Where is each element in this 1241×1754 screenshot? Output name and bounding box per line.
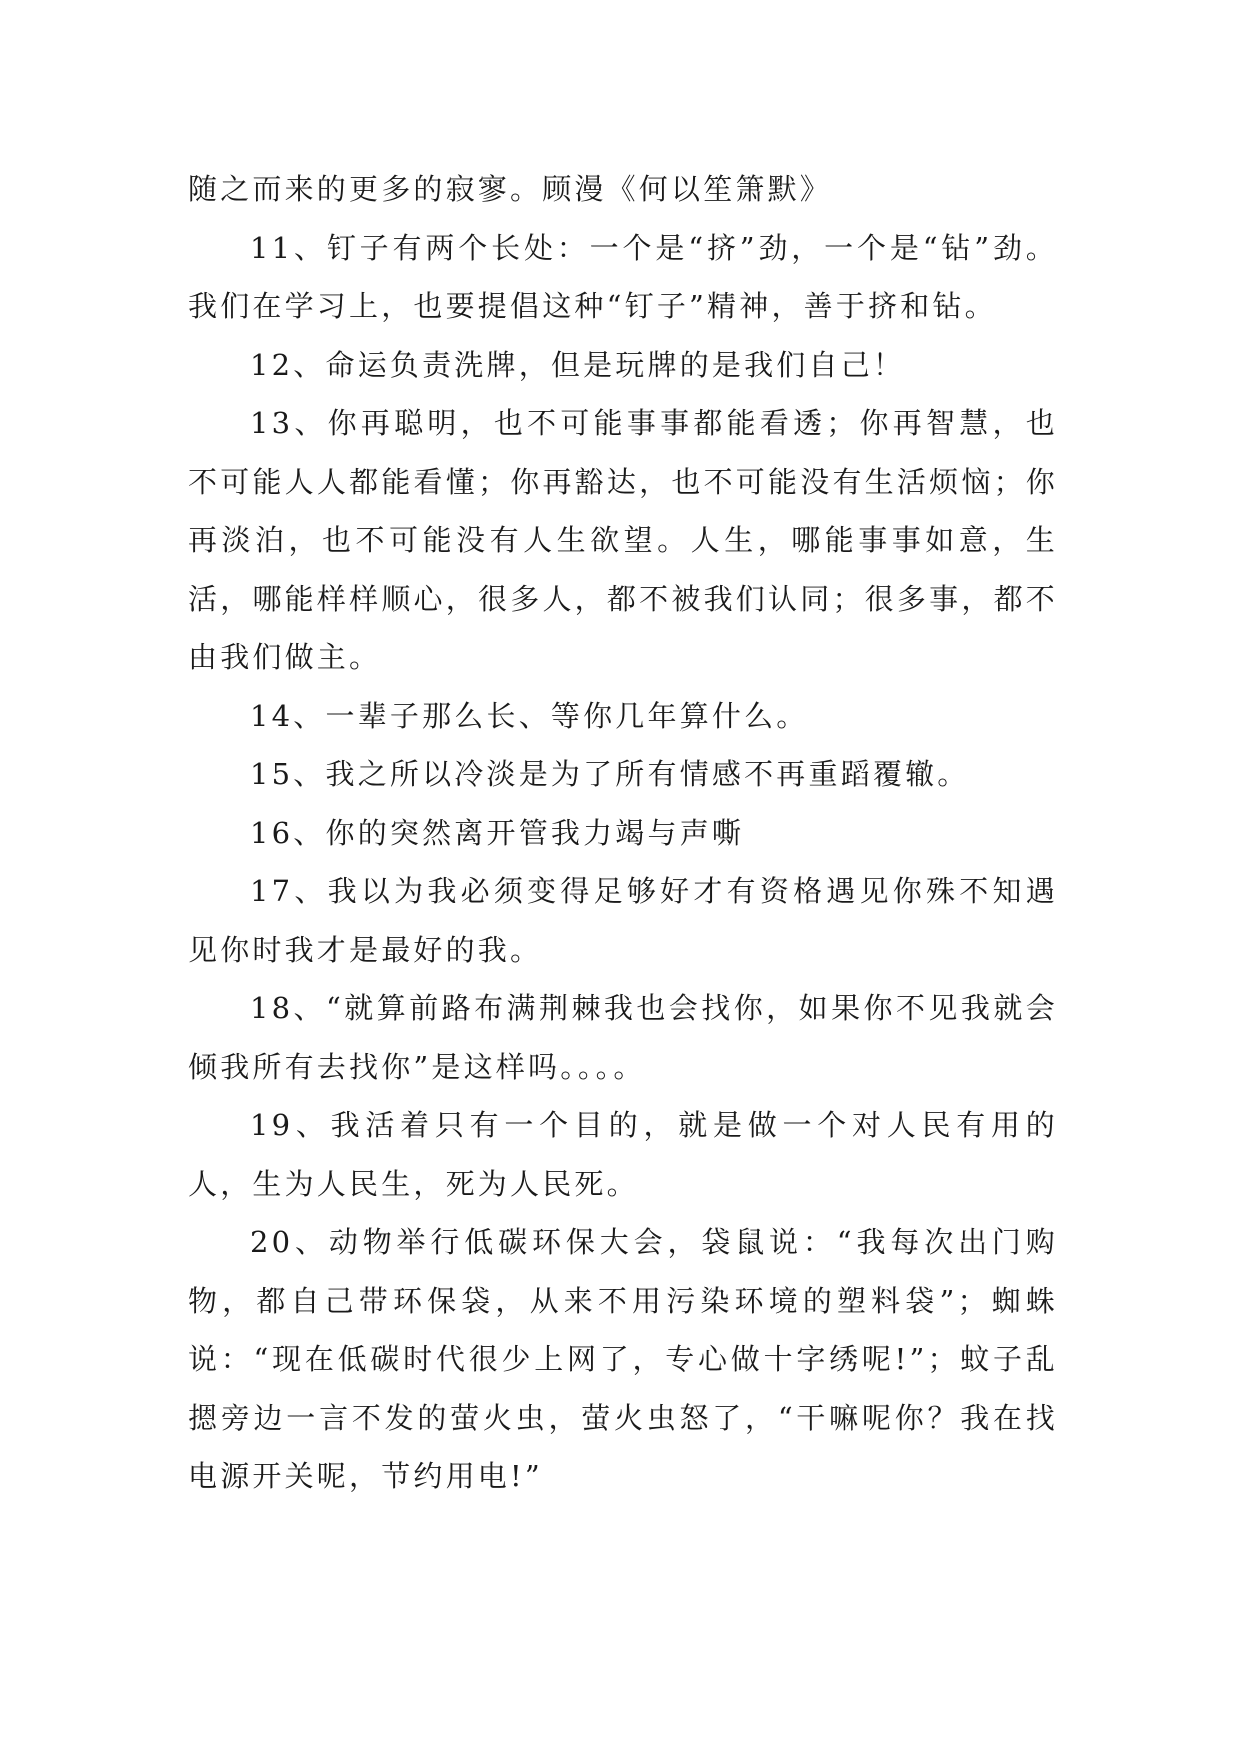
paragraph-item-17: 17、我以为我必须变得足够好才有资格遇见你殊不知遇见你时我才是最好的我。	[188, 874, 1058, 967]
paragraph-item-16: 16、你的突然离开管我力竭与声嘶	[250, 815, 745, 850]
paragraph-continuation: 随之而来的更多的寂寥。顾漫《何以笙箫默》	[188, 172, 833, 206]
paragraph-item-13: 13、你再聪明，也不可能事事都能看透；你再智慧，也不可能人人都能看懂；你再豁达，也不可能没有生活烦恼；你再淡泊，也不可能没有人生欲望。人生，哪能事事如意，生活，哪能样样顺心，很多人，都不被我们认同；很多事，都不由我们做主。	[188, 406, 1058, 674]
paragraph-item-19: 19、我活着只有一个目的，就是做一个对人民有用的人，生为人民生，死为人民死。	[188, 1108, 1058, 1201]
paragraph-item-12: 12、命运负责洗牌，但是玩牌的是我们自己！	[250, 347, 906, 382]
paragraph-item-14: 14、一辈子那么长、等你几年算什么。	[250, 698, 809, 733]
document-body	[188, 160, 1058, 1506]
paragraph-item-15: 15、我之所以冷淡是为了所有情感不再重蹈覆辙。	[250, 757, 970, 791]
paragraph-item-20: 20、动物举行低碳环保大会，袋鼠说：“我每次出门购物，都自己带环保袋，从来不用污染环境的塑料袋”；蜘蛛说：“现在低碳时代很少上网了，专心做十字绣呢!”；蚊子乱摁旁边一言不发的萤火虫，萤火虫怒了，“干嘛呢你？我在找电源开关呢，节约用电!”	[188, 1225, 1058, 1493]
paragraph-item-18: 18、“就算前路布满荆棘我也会找你，如果你不见我就会倾我所有去找你”是这样吗。。。。	[188, 991, 1058, 1084]
paragraph-item-11: 11、钉子有两个长处：一个是“挤”劲，一个是“钻”劲。我们在学习上，也要提倡这种“钉子”精神，善于挤和钻。	[188, 230, 1058, 323]
